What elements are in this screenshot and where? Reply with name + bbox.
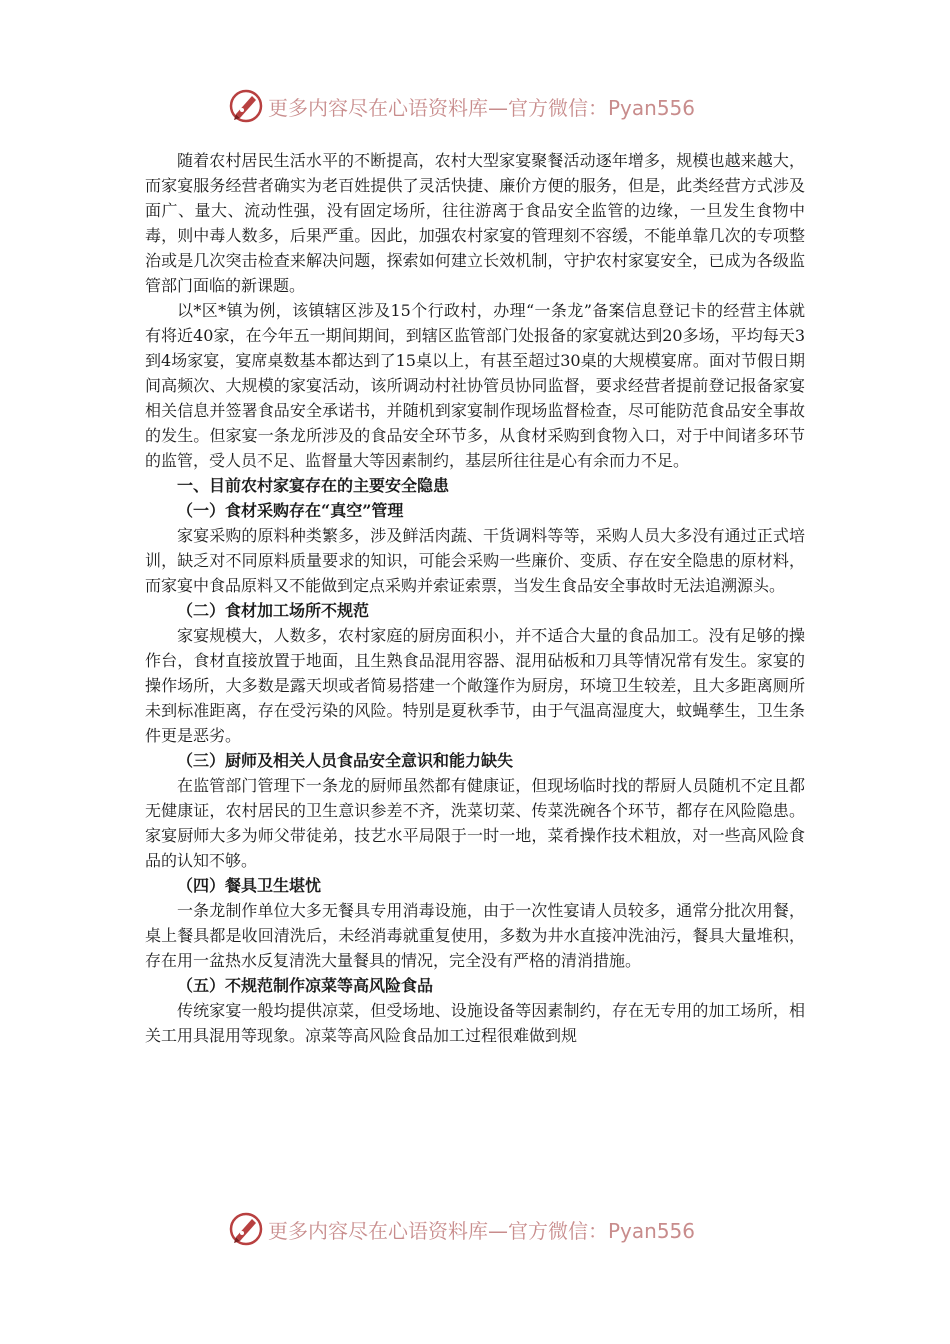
section-heading: 一、目前农村家宴存在的主要安全隐患: [177, 476, 450, 495]
pen-logo-icon: [228, 1211, 264, 1247]
paragraph: 一条龙制作单位大多无餐具专用消毒设施，由于一次性宴请人员较多，通常分批次用餐，桌上餐具都是收回清洗后，未经消毒就重复使用，多数为井水直接冲洗油污，餐具大量堆积，存在用一盆热水反复清洗大量餐具的情况，完全没有严格的清消措施。: [145, 901, 805, 970]
paragraph: 以*区*镇为例，该镇辖区涉及15个行政村，办理“一条龙”备案信息登记卡的经营主体就有将近40家，在今年五一期间期间，到辖区监管部门处报备的家宴就达到20多场，平均每天3到4场家宴，宴席桌数基本都达到了15桌以上，有甚至超过30桌的大规模宴席。面对节假日期间高频次、大规模的家宴活动，该所调动村社协管员协同监督，要求经营者提前登记报备家宴相关信息并签署食品安全承诺书，并随机到家宴制作现场监督检查，尽可能防范食品安全事故的发生。但家宴一条龙所涉及的食品安全环节多，从食材采购到食物入口，对于中间诸多环节的监管，受人员不足、监督量大等因素制约，基层所往往是心有余而力不足。: [145, 301, 805, 470]
footer-banner: [228, 1209, 748, 1249]
document-body: [145, 148, 805, 1048]
paragraph: 家宴规模大，人数多，农村家庭的厨房面积小，并不适合大量的食品加工。没有足够的操作台，食材直接放置于地面，且生熟食品混用容器、混用砧板和刀具等情况常有发生。家宴的操作场所，大多数是露天坝或者简易搭建一个敞篷作为厨房，环境卫生较差，且大多距离厕所未到标准距离，存在受污染的风险。特别是夏秋季节，由于气温高湿度大，蚊蝇孳生，卫生条件更是恶劣。: [145, 626, 805, 745]
pen-logo-icon: [228, 88, 264, 124]
paragraph: 在监管部门管理下一条龙的厨师虽然都有健康证，但现场临时找的帮厨人员随机不定且都无健康证，农村居民的卫生意识参差不齐，洗菜切菜、传菜洗碗各个环节，都存在风险隐患。家宴厨师大多为师父带徒弟，技艺水平局限于一时一地，菜肴操作技术粗放，对一些高风险食品的认知不够。: [145, 776, 805, 870]
paragraph: 传统家宴一般均提供凉菜，但受场地、设施设备等因素制约，存在无专用的加工场所，相关工用具混用等现象。凉菜等高风险食品加工过程很难做到规: [145, 1001, 805, 1045]
subsection-heading: （五）不规范制作凉菜等高风险食品: [177, 976, 434, 995]
header-banner: [228, 86, 748, 126]
subsection-heading: （三）厨师及相关人员食品安全意识和能力缺失: [177, 751, 514, 770]
footer-banner-text: 更多内容尽在心语资料库—官方微信：Pyan556: [268, 1218, 696, 1243]
subsection-heading: （四）餐具卫生堪忧: [177, 876, 322, 895]
subsection-heading: （二）食材加工场所不规范: [177, 601, 370, 620]
paragraph: 随着农村居民生活水平的不断提高，农村大型家宴聚餐活动逐年增多，规模也越来越大，而家宴服务经营者确实为老百姓提供了灵活快捷、廉价方便的服务，但是，此类经营方式涉及面广、量大、流动性强，没有固定场所，往往游离于食品安全监管的边缘，一旦发生食物中毒，则中毒人数多，后果严重。因此，加强农村家宴的管理刻不容缓，不能单靠几次的专项整治或是几次突击检查来解决问题，探索如何建立长效机制，守护农村家宴安全，已成为各级监管部门面临的新课题。: [145, 151, 805, 295]
subsection-heading: （一）食材采购存在“真空”管理: [177, 501, 404, 520]
header-banner-text: 更多内容尽在心语资料库—官方微信：Pyan556: [268, 95, 696, 120]
paragraph: 家宴采购的原料种类繁多，涉及鲜活肉蔬、干货调料等等，采购人员大多没有通过正式培训，缺乏对不同原料质量要求的知识，可能会采购一些廉价、变质、存在安全隐患的原材料，而家宴中食品原料又不能做到定点采购并索证索票，当发生食品安全事故时无法追溯源头。: [145, 526, 805, 595]
